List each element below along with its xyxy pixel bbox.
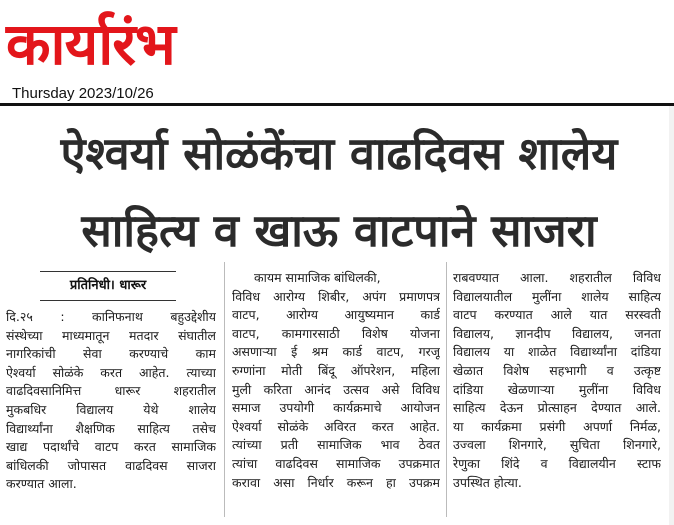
column-line: ऐश्वर्या सोळंके करत आहेत. त्याच्या (6, 364, 216, 380)
column-line: विद्यालयातील मुलींना शालेय साहित्य (453, 288, 661, 304)
article-column-1 (6, 308, 216, 494)
issue-date: Thursday 2023/10/26 (12, 85, 154, 102)
article-column-3 (453, 269, 661, 492)
page-edge (669, 106, 674, 525)
column-divider (224, 262, 225, 517)
byline: प्रतिनिधी। धारूर (40, 271, 176, 301)
column-line: उज्वला शिनगारे, सुचिता शिनगारे, (453, 437, 661, 453)
column-line: विद्यालय या शाळेत विद्यार्थ्यांना दांडिया (453, 344, 661, 360)
column-line: वाटप करण्यात आले यात सरस्वती (453, 307, 661, 323)
column-line: वाढदिवसानिमित्त धारूर शहरातील (6, 383, 216, 399)
column-line: राबवण्यात आला. शहरातील विविध (453, 270, 661, 285)
column-line: करावा असा निर्धार करून हा उपक्रम (232, 474, 440, 490)
column-line: दि.२५ : कानिफनाथ बहुउद्देशीय (6, 309, 216, 324)
column-line: नागरिकांची सेवा करण्याचे काम (6, 346, 216, 362)
masthead (0, 0, 674, 104)
column-line: ऐश्वर्या सोळंके अविरत करत आहेत. (232, 418, 440, 434)
column-line: मुली करिता आनंद उत्सव असे विविध (232, 381, 440, 397)
column-line: असणाऱ्या ई श्रम कार्ड वाटप, गरजू (232, 344, 440, 360)
column-line: दांडिया खेळणाऱ्या मुलींना विविध (453, 381, 661, 397)
column-line: विविध आरोग्य शिबीर, अपंग प्रमाणपत्र (232, 288, 440, 304)
column-line: उपस्थित होत्या. (453, 474, 522, 490)
column-line: खाद्य पदार्थांचे वाटप करत सामाजिक (6, 439, 216, 455)
column-line: कायम सामाजिक बांधिलकी, (254, 270, 381, 285)
masthead-divider (0, 103, 674, 106)
column-line: रुग्णांना मोती बिंदू ऑपरेशन, महिला (232, 362, 440, 378)
headline-line-1: ऐश्वर्या सोळंकेंचा वाढदिवस शालेय (60, 127, 618, 180)
column-line: या कार्यक्रमा प्रसंगी अपर्णा निर्मळ, (453, 418, 661, 434)
newspaper-logo: कार्यारंभ (6, 10, 175, 78)
column-line: बांधिलकी जोपासत वाढदिवस साजरा (6, 457, 216, 473)
column-line: वाटप, कामगारसाठी विशेष योजना (232, 325, 440, 341)
column-line: मुकबधिर विद्यालय येथे शालेय (6, 401, 216, 417)
headline-line-2: साहित्य व खाऊ वाटपाने साजरा (81, 204, 597, 257)
column-line: साहित्य देऊन प्रोत्साहन देण्यात आले. (453, 400, 661, 416)
column-line: रेणुका शिंदे व विद्यालयीन स्टाफ (453, 455, 661, 471)
column-line: त्यांचा वाढदिवस सामाजिक उपक्रमात (232, 455, 440, 471)
column-line: समाज उपयोगी कार्यक्रमाचे आयोजन (232, 400, 440, 416)
column-line: विद्यार्थ्यांना शैक्षणिक साहित्य तसेच (6, 420, 216, 436)
column-line: करण्यात आला. (6, 476, 77, 492)
article-column-2 (232, 269, 440, 492)
column-line: त्यांच्या प्रती सामाजिक भाव ठेवत (232, 437, 440, 453)
column-line: खेळात विशेष सहभागी व उत्कृष्ट (453, 362, 661, 378)
column-divider (446, 262, 447, 517)
column-line: विद्यालय, ज्ञानदीप विद्यालय, जनता (453, 325, 661, 341)
column-line: वाटप, आरोग्य आयुष्यमान कार्ड (232, 307, 440, 323)
column-line: संस्थेच्या माध्यमातून मतदार संघातील (6, 327, 216, 343)
